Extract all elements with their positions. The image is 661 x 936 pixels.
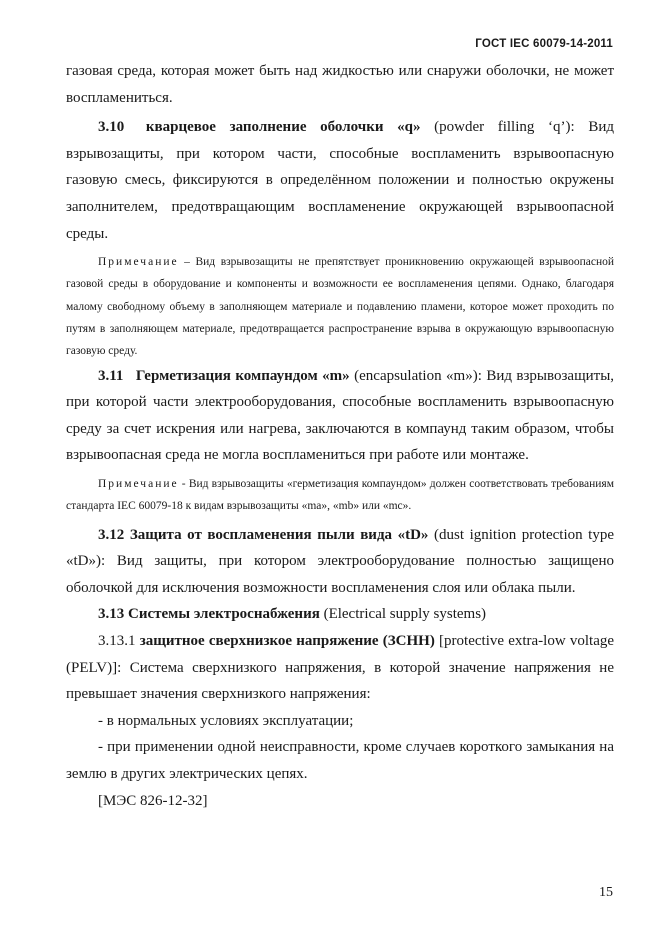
clause-term: защитное сверхнизкое напряжение (ЗСНН) [139, 632, 435, 649]
clause-term: Герметизация компаундом «m» [135, 367, 350, 384]
clause-term: Защита от воспламенения пыли вида «tD» [129, 526, 429, 543]
note-dash: – [178, 256, 196, 269]
note-text: Вид взрывозащиты «герметизация компаундом» должен соответствовать требованиям стандарта IEC 60079-18 к видам взрывозащиты «ma», «mb» или «mc». [66, 478, 614, 513]
paragraph-continuation: газовая среда, которая может быть над жидкостью или снаружи оболочки, не может воспламениться. [66, 63, 614, 106]
note-label: Примечание [98, 478, 179, 491]
note-dash: - [178, 478, 189, 491]
reference: [МЭС 826-12-32] [98, 792, 208, 809]
clause-term-english: [protective extra-low voltage (PELV)]: [66, 632, 615, 676]
document-body [66, 58, 614, 814]
list-item: - при применении одной неисправности, кроме случаев короткого замыкания на землю в других электрических цепях. [66, 739, 614, 782]
clause-number: 3.11 [98, 367, 124, 384]
clause-definition: Вид взрывозащиты, при котором части, способные воспламенить взрывоопасную газовую смесь, фиксируются в определённом положении и полностью окружены заполнителем, предотвращающим воспламенение окружающей взрывоопасной среды. [66, 119, 614, 242]
clause-term-english: (Electrical supply systems) [319, 606, 487, 623]
clause-3-13-1 [66, 628, 614, 708]
note-label: Примечание [98, 256, 179, 269]
clause-term-english: (dust ignition protection type «tD»): [66, 526, 614, 570]
clause-term: Системы электроснабжения [128, 606, 320, 623]
clause-number: 3.13.1 [98, 632, 136, 649]
clause-3-13 [66, 601, 614, 628]
clause-3-12 [66, 522, 614, 602]
clause-term-english: (encapsulation «m»): [349, 367, 487, 384]
clause-definition: Вид защиты, при котором электрооборудование полностью защищено оболочкой для исключения возможности воспламенения слоя или облака пыли. [66, 553, 614, 596]
note-3-11 [66, 473, 614, 518]
clause-3-10 [66, 114, 614, 247]
clause-term: кварцевое заполнение оболочки «q» [145, 119, 421, 136]
page-header-standard: ГОСТ IEC 60079-14-2011 [475, 38, 613, 50]
clause-3-11 [66, 363, 614, 469]
list-item: - в нормальных условиях эксплуатации; [98, 712, 354, 729]
clause-number: 3.10 [98, 119, 125, 136]
clause-definition: Вид взрывозащиты, при которой части электрооборудования, способные воспламенить взрывоопасную среду за счет искрения или нагрева, заключаются в компаунд таким образом, чтобы взрывоопасная среда не могла воспламениться при работе или монтаже. [66, 367, 615, 464]
note-text: Вид взрывозащиты не препятствует проникновению окружающей взрывоопасной газовой среды в оборудование и компоненты и возможности ее воспламенения цепями. Однако, благодаря малому свободному объему в заполняющем материале и подавлению пламени, которое может проходить по путям в заполняющем материале, предотвращается распространение взрыва в окружающую взрывоопасную газовую среду. [66, 256, 615, 358]
clause-number: 3.13 [98, 606, 125, 623]
page-number: 15 [599, 885, 613, 900]
clause-term-english: (powder filling ‘q’): [420, 119, 589, 136]
clause-number: 3.12 [98, 526, 125, 543]
note-3-10 [66, 251, 614, 362]
clause-definition: Система сверхнизкого напряжения, в которой значение напряжения не превышает значения сверхнизкого напряжения: [66, 659, 614, 703]
